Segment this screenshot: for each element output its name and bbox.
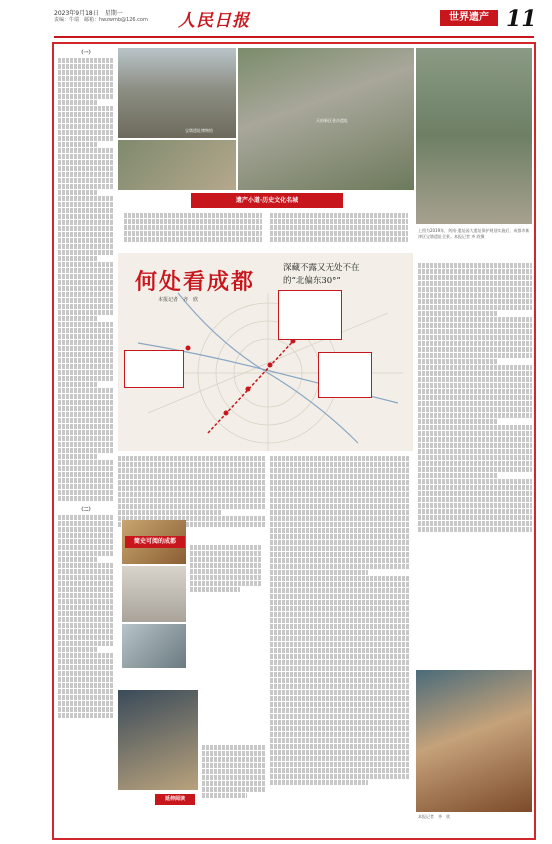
caption-photo3: 天府新区金沙遗址 — [316, 118, 348, 123]
article-ribbon: 遗产小道·历史文化名城 — [191, 193, 343, 208]
lead-column-2 — [270, 212, 408, 243]
map-author: 本报记者 齐 欣 — [158, 297, 199, 303]
map-subtitle — [283, 262, 360, 288]
map-subtitle-line1: 深藏不露又无处不在 — [283, 263, 360, 273]
page-number: 11 — [506, 6, 537, 32]
caption-photo2: 宝墩遗址博物馆 — [185, 128, 213, 133]
byline-bottom: 本报记者 齐 欣 — [418, 814, 450, 819]
photo-artifact-2 — [122, 566, 186, 622]
map-callout-3 — [318, 352, 372, 398]
photo-street — [118, 48, 236, 138]
lead-column-1 — [124, 212, 262, 243]
issue-date: 2023年9月18日 星期一 — [54, 10, 123, 17]
masthead — [54, 6, 537, 46]
bottom-box — [202, 744, 266, 799]
section-tag: 世界遗产 — [440, 10, 498, 26]
article-column-left — [58, 48, 114, 719]
masthead-rule — [54, 36, 534, 38]
article-column-mid-left — [118, 455, 266, 528]
photo-site-aerial — [416, 48, 532, 224]
section-heading: （一） — [78, 50, 94, 56]
newspaper-logo: 人民日报 — [178, 11, 250, 31]
article-column-mid-right — [270, 455, 410, 786]
map-callout-2 — [124, 350, 184, 388]
mid-ribbon: 简史可阅的成都 — [125, 536, 185, 548]
mid-box — [190, 544, 262, 593]
editor-line: 责编：牛瑞 邮箱：hwzwmb@126.com — [54, 17, 148, 23]
section-heading-2: （二） — [78, 507, 94, 513]
map-callout-1 — [278, 290, 342, 340]
map-subtitle-line2: 的“北偏东30°” — [283, 276, 341, 286]
article-column-right — [418, 262, 532, 533]
caption-top-right: 上图为2019年，剑南·遗址园大遗址保护规划实施后，成都市新津区宝墩遗址全景。本报记者 齐 欣摄 — [418, 228, 530, 239]
map-title: 何处看成都 — [135, 270, 256, 295]
photo-bookstore — [416, 670, 532, 812]
photo-lower-left — [118, 690, 198, 790]
bottom-ribbon: 延伸阅读 — [155, 794, 195, 805]
photo-artifact-3 — [122, 624, 186, 668]
photo-museum — [118, 140, 236, 190]
